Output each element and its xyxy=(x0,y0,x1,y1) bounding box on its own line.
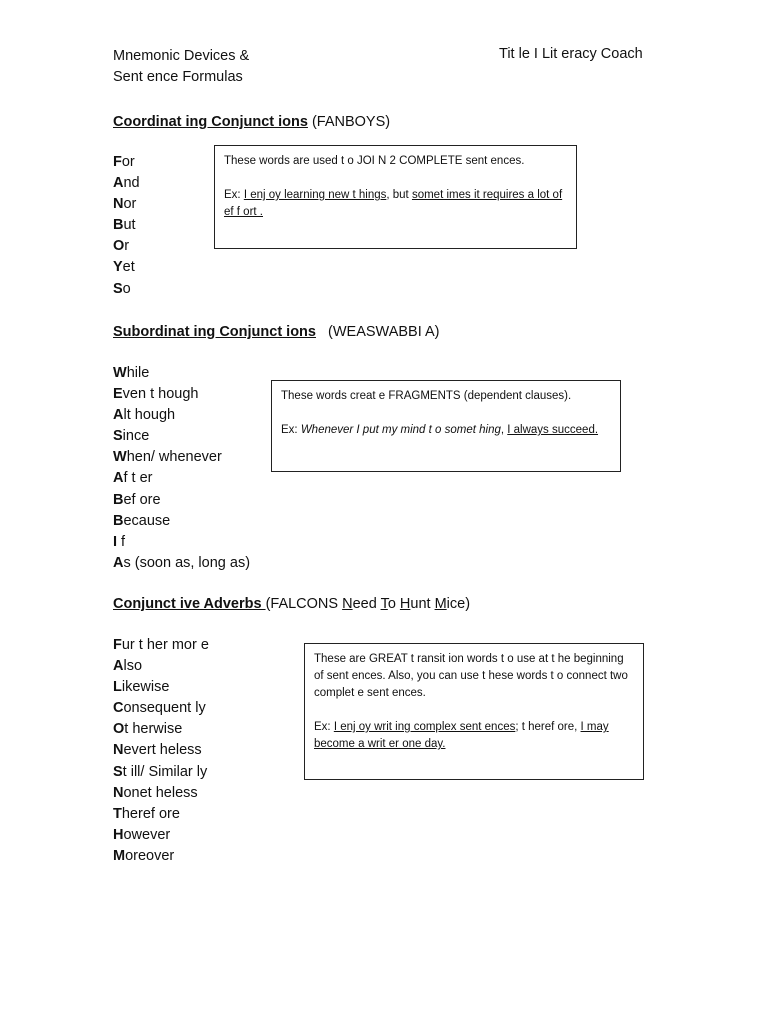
list-item: As (soon as, long as) xyxy=(113,554,251,571)
document-header-left xyxy=(113,46,249,88)
header-line-1: Mnemonic Devices & xyxy=(113,48,250,64)
list-item: Also xyxy=(113,658,143,675)
weaswabbia-list xyxy=(113,363,250,574)
list-item: Likewise xyxy=(113,679,170,696)
header-line-2: Sent ence Formulas xyxy=(113,69,243,85)
list-item: And xyxy=(113,175,140,192)
list-item: Af t er xyxy=(113,470,153,487)
box-description: These are GREAT t ransit ion words t o use at t he beginning of sent ences. Also, you can use t hese words t o connect two complet e sent ences. xyxy=(314,653,628,699)
section-title-coordinating xyxy=(113,114,390,130)
box-description: These words creat e FRAGMENTS (dependent clauses). xyxy=(281,390,572,402)
section-mnemonic: (FANBOYS) xyxy=(311,114,391,130)
section-title-conjunctive: Conjunct ive Adverbs (FALCONS Need To Hunt Mice) xyxy=(113,596,471,612)
falcons-info-box xyxy=(304,643,644,780)
list-item: When/ whenever xyxy=(113,449,222,466)
box-description: These words are used t o JOI N 2 COMPLETE sent ences. xyxy=(224,155,525,167)
list-item: Yet xyxy=(113,259,135,276)
list-item: Consequent ly xyxy=(113,700,206,717)
list-item: I f xyxy=(113,533,126,550)
list-item: Nonet heless xyxy=(113,784,198,801)
list-item: Even t hough xyxy=(113,386,199,403)
section-heading: Conjunct ive Adverbs xyxy=(113,596,266,612)
box-example: Ex: I enj oy writ ing complex sent ences; t heref ore, I may become a writ er one day. xyxy=(314,721,609,750)
list-item: Moreover xyxy=(113,847,175,864)
list-item: Bef ore xyxy=(113,491,161,508)
weaswabbia-info-box xyxy=(271,380,621,472)
list-item: Since xyxy=(113,428,150,445)
list-item: Because xyxy=(113,512,171,529)
list-item: But xyxy=(113,217,136,234)
list-item: Fur t her mor e xyxy=(113,637,209,653)
box-example: Ex: I enj oy learning new t hings, but somet imes it requires a lot of ef f ort . xyxy=(224,189,563,218)
list-item: Or xyxy=(113,238,130,255)
section-heading: Coordinat ing Conjunct ions xyxy=(113,114,308,130)
section-mnemonic: (FALCONS xyxy=(265,596,343,612)
list-item: Alt hough xyxy=(113,407,176,424)
section-heading: Subordinat ing Conjunct ions xyxy=(113,324,316,340)
list-item: Nevert heless xyxy=(113,742,202,759)
section-mnemonic: (WEASWABBI A) xyxy=(328,324,440,340)
fanboys-list xyxy=(113,152,140,300)
list-item: Ot herwise xyxy=(113,721,183,738)
list-item: St ill/ Similar ly xyxy=(113,763,208,780)
falcons-list xyxy=(113,635,209,867)
fanboys-info-box xyxy=(214,145,577,249)
list-item: However xyxy=(113,826,171,843)
list-item: Theref ore xyxy=(113,805,180,822)
section-title-subordinating xyxy=(113,324,439,340)
list-item: For xyxy=(113,154,135,170)
list-item: Nor xyxy=(113,196,137,213)
document-header-right: Tit le I Lit eracy Coach xyxy=(499,46,643,62)
list-item: While xyxy=(113,365,150,381)
box-example: Ex: Whenever I put my mind t o somet hing, I always succeed. xyxy=(281,424,599,436)
list-item: So xyxy=(113,280,131,297)
